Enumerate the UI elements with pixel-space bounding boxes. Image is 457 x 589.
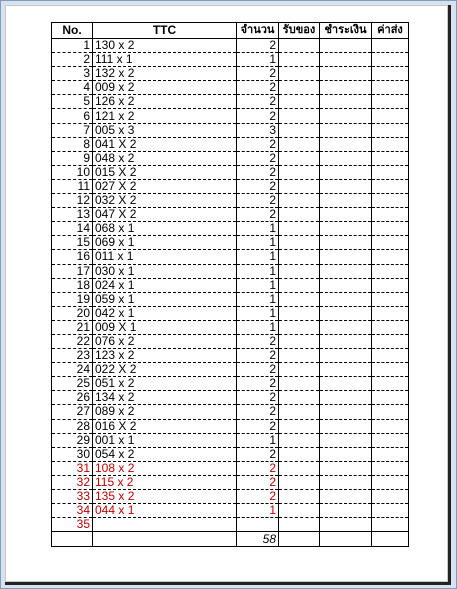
row-number: 24 <box>52 363 93 377</box>
row-quantity: 1 <box>237 292 279 306</box>
row-ttc-code: 011 x 1 <box>93 250 237 264</box>
row-received-cell <box>279 123 320 137</box>
row-received-cell <box>279 236 320 250</box>
row-ttc-code: 005 x 3 <box>93 123 237 137</box>
row-number: 5 <box>52 95 93 109</box>
table-row <box>52 320 409 334</box>
total-no-cell <box>52 532 93 547</box>
table-row <box>52 109 409 123</box>
row-paid-cell <box>320 334 372 348</box>
row-quantity: 1 <box>237 222 279 236</box>
row-number: 31 <box>52 461 93 475</box>
row-received-cell <box>279 518 320 532</box>
row-number: 30 <box>52 447 93 461</box>
row-ttc-code: 051 x 2 <box>93 377 237 391</box>
table-row <box>52 53 409 67</box>
row-number: 33 <box>52 490 93 504</box>
row-paid-cell <box>320 236 372 250</box>
table-row <box>52 39 409 53</box>
row-paid-cell <box>320 39 372 53</box>
row-paid-cell <box>320 461 372 475</box>
row-received-cell <box>279 363 320 377</box>
row-number: 3 <box>52 67 93 81</box>
row-shipping-cell <box>372 123 409 137</box>
row-shipping-cell <box>372 363 409 377</box>
table-row <box>52 306 409 320</box>
row-ttc-code: 047 X 2 <box>93 208 237 222</box>
row-quantity: 2 <box>237 109 279 123</box>
row-paid-cell <box>320 264 372 278</box>
row-paid-cell <box>320 194 372 208</box>
row-shipping-cell <box>372 504 409 518</box>
row-quantity: 2 <box>237 490 279 504</box>
table-row <box>52 179 409 193</box>
row-received-cell <box>279 377 320 391</box>
table-row <box>52 222 409 236</box>
row-quantity: 2 <box>237 461 279 475</box>
row-received-cell <box>279 419 320 433</box>
row-received-cell <box>279 306 320 320</box>
row-shipping-cell <box>372 391 409 405</box>
row-shipping-cell <box>372 53 409 67</box>
row-ttc-code: 042 x 1 <box>93 306 237 320</box>
row-quantity: 2 <box>237 165 279 179</box>
row-received-cell <box>279 179 320 193</box>
row-received-cell <box>279 349 320 363</box>
row-received-cell <box>279 109 320 123</box>
total-received-cell <box>279 532 320 547</box>
row-shipping-cell <box>372 236 409 250</box>
row-ttc-code: 076 x 2 <box>93 334 237 348</box>
row-ttc-code: 001 x 1 <box>93 433 237 447</box>
table-row <box>52 447 409 461</box>
header-quantity: จำนวน <box>237 23 279 39</box>
row-number: 1 <box>52 39 93 53</box>
row-number: 21 <box>52 320 93 334</box>
row-paid-cell <box>320 222 372 236</box>
row-shipping-cell <box>372 490 409 504</box>
row-quantity: 2 <box>237 208 279 222</box>
row-paid-cell <box>320 250 372 264</box>
row-ttc-code: 111 x 1 <box>93 53 237 67</box>
row-quantity: 2 <box>237 39 279 53</box>
row-shipping-cell <box>372 377 409 391</box>
row-quantity <box>237 518 279 532</box>
table-row <box>52 194 409 208</box>
row-paid-cell <box>320 391 372 405</box>
row-received-cell <box>279 67 320 81</box>
row-paid-cell <box>320 53 372 67</box>
row-ttc-code: 126 x 2 <box>93 95 237 109</box>
row-quantity: 2 <box>237 137 279 151</box>
row-shipping-cell <box>372 208 409 222</box>
row-number: 13 <box>52 208 93 222</box>
row-ttc-code: 044 x 1 <box>93 504 237 518</box>
row-received-cell <box>279 39 320 53</box>
table-row <box>52 165 409 179</box>
header-shipping: ค่าส่ง <box>372 23 409 39</box>
row-paid-cell <box>320 363 372 377</box>
row-received-cell <box>279 334 320 348</box>
row-paid-cell <box>320 518 372 532</box>
row-paid-cell <box>320 447 372 461</box>
row-shipping-cell <box>372 306 409 320</box>
row-shipping-cell <box>372 250 409 264</box>
row-received-cell <box>279 292 320 306</box>
row-shipping-cell <box>372 292 409 306</box>
row-number: 17 <box>52 264 93 278</box>
row-paid-cell <box>320 278 372 292</box>
row-shipping-cell <box>372 334 409 348</box>
row-ttc-code: 059 x 1 <box>93 292 237 306</box>
table-row <box>52 292 409 306</box>
row-number: 16 <box>52 250 93 264</box>
row-received-cell <box>279 320 320 334</box>
row-number: 4 <box>52 81 93 95</box>
row-ttc-code: 069 x 1 <box>93 236 237 250</box>
row-received-cell <box>279 447 320 461</box>
row-paid-cell <box>320 504 372 518</box>
row-ttc-code: 130 x 2 <box>93 39 237 53</box>
row-quantity: 2 <box>237 405 279 419</box>
row-ttc-code: 089 x 2 <box>93 405 237 419</box>
row-number: 26 <box>52 391 93 405</box>
row-number: 19 <box>52 292 93 306</box>
table-row <box>52 208 409 222</box>
row-quantity: 2 <box>237 475 279 489</box>
table-row <box>52 391 409 405</box>
total-ttc-cell <box>93 532 237 547</box>
table-body <box>52 39 409 532</box>
row-ttc-code: 134 x 2 <box>93 391 237 405</box>
row-number: 28 <box>52 419 93 433</box>
row-ttc-code: 068 x 1 <box>93 222 237 236</box>
total-shipping-cell <box>372 532 409 547</box>
row-paid-cell <box>320 306 372 320</box>
table-row <box>52 405 409 419</box>
row-quantity: 2 <box>237 419 279 433</box>
row-number: 29 <box>52 433 93 447</box>
row-received-cell <box>279 95 320 109</box>
total-row <box>52 532 409 547</box>
row-quantity: 2 <box>237 334 279 348</box>
row-paid-cell <box>320 179 372 193</box>
row-received-cell <box>279 504 320 518</box>
row-shipping-cell <box>372 320 409 334</box>
row-received-cell <box>279 405 320 419</box>
row-quantity: 3 <box>237 123 279 137</box>
order-table <box>51 22 409 547</box>
row-ttc-code: 121 x 2 <box>93 109 237 123</box>
row-number: 22 <box>52 334 93 348</box>
table-row <box>52 433 409 447</box>
row-quantity: 1 <box>237 53 279 67</box>
row-shipping-cell <box>372 405 409 419</box>
row-quantity: 2 <box>237 363 279 377</box>
row-quantity: 2 <box>237 377 279 391</box>
row-received-cell <box>279 53 320 67</box>
row-quantity: 1 <box>237 250 279 264</box>
row-shipping-cell <box>372 433 409 447</box>
row-shipping-cell <box>372 222 409 236</box>
table-row <box>52 236 409 250</box>
row-quantity: 2 <box>237 179 279 193</box>
row-ttc-code: 115 x 2 <box>93 475 237 489</box>
row-quantity: 2 <box>237 447 279 461</box>
table-row <box>52 475 409 489</box>
row-quantity: 2 <box>237 391 279 405</box>
row-shipping-cell <box>372 447 409 461</box>
row-ttc-code: 041 X 2 <box>93 137 237 151</box>
row-received-cell <box>279 194 320 208</box>
row-ttc-code: 015 X 2 <box>93 165 237 179</box>
row-number: 25 <box>52 377 93 391</box>
row-ttc-code: 009 x 2 <box>93 81 237 95</box>
row-shipping-cell <box>372 461 409 475</box>
row-shipping-cell <box>372 264 409 278</box>
row-received-cell <box>279 278 320 292</box>
row-ttc-code: 135 x 2 <box>93 490 237 504</box>
table-row <box>52 151 409 165</box>
table-row <box>52 490 409 504</box>
row-paid-cell <box>320 433 372 447</box>
row-received-cell <box>279 391 320 405</box>
row-shipping-cell <box>372 95 409 109</box>
row-received-cell <box>279 264 320 278</box>
row-shipping-cell <box>372 81 409 95</box>
table-row <box>52 250 409 264</box>
row-quantity: 1 <box>237 236 279 250</box>
row-shipping-cell <box>372 194 409 208</box>
row-shipping-cell <box>372 109 409 123</box>
row-quantity: 2 <box>237 67 279 81</box>
row-paid-cell <box>320 95 372 109</box>
row-number: 15 <box>52 236 93 250</box>
row-quantity: 2 <box>237 95 279 109</box>
row-paid-cell <box>320 165 372 179</box>
row-paid-cell <box>320 405 372 419</box>
table-row <box>52 363 409 377</box>
row-number: 23 <box>52 349 93 363</box>
row-ttc-code: 030 x 1 <box>93 264 237 278</box>
row-ttc-code <box>93 518 237 532</box>
printed-page <box>5 5 451 585</box>
table-row <box>52 349 409 363</box>
table-row <box>52 137 409 151</box>
row-received-cell <box>279 137 320 151</box>
row-number: 14 <box>52 222 93 236</box>
row-received-cell <box>279 490 320 504</box>
row-ttc-code: 054 x 2 <box>93 447 237 461</box>
row-received-cell <box>279 250 320 264</box>
row-shipping-cell <box>372 137 409 151</box>
row-paid-cell <box>320 419 372 433</box>
row-paid-cell <box>320 123 372 137</box>
row-number: 35 <box>52 518 93 532</box>
row-received-cell <box>279 208 320 222</box>
header-ttc: TTC <box>93 23 237 39</box>
row-number: 10 <box>52 165 93 179</box>
row-shipping-cell <box>372 518 409 532</box>
header-no: No. <box>52 23 93 39</box>
row-ttc-code: 048 x 2 <box>93 151 237 165</box>
row-paid-cell <box>320 320 372 334</box>
table-row <box>52 334 409 348</box>
row-paid-cell <box>320 81 372 95</box>
row-received-cell <box>279 81 320 95</box>
total-paid-cell <box>320 532 372 547</box>
table-row <box>52 95 409 109</box>
row-number: 20 <box>52 306 93 320</box>
row-paid-cell <box>320 137 372 151</box>
row-received-cell <box>279 433 320 447</box>
row-number: 6 <box>52 109 93 123</box>
table-row <box>52 461 409 475</box>
table-row <box>52 278 409 292</box>
row-received-cell <box>279 222 320 236</box>
row-ttc-code: 032 X 2 <box>93 194 237 208</box>
row-quantity: 2 <box>237 349 279 363</box>
row-paid-cell <box>320 292 372 306</box>
row-number: 32 <box>52 475 93 489</box>
row-shipping-cell <box>372 419 409 433</box>
row-paid-cell <box>320 109 372 123</box>
row-paid-cell <box>320 377 372 391</box>
header-received: รับของ <box>279 23 320 39</box>
row-paid-cell <box>320 490 372 504</box>
row-received-cell <box>279 461 320 475</box>
row-ttc-code: 027 X 2 <box>93 179 237 193</box>
row-shipping-cell <box>372 278 409 292</box>
row-ttc-code: 009 X 1 <box>93 320 237 334</box>
row-received-cell <box>279 475 320 489</box>
row-number: 9 <box>52 151 93 165</box>
table-row <box>52 123 409 137</box>
row-paid-cell <box>320 349 372 363</box>
row-number: 8 <box>52 137 93 151</box>
row-paid-cell <box>320 475 372 489</box>
row-number: 27 <box>52 405 93 419</box>
row-ttc-code: 108 x 2 <box>93 461 237 475</box>
row-quantity: 1 <box>237 320 279 334</box>
row-number: 12 <box>52 194 93 208</box>
row-received-cell <box>279 165 320 179</box>
header-paid: ชำระเงิน <box>320 23 372 39</box>
table-row <box>52 518 409 532</box>
row-quantity: 1 <box>237 433 279 447</box>
total-quantity: 58 <box>237 532 279 547</box>
table-row <box>52 377 409 391</box>
table-row <box>52 264 409 278</box>
row-quantity: 2 <box>237 194 279 208</box>
header-row <box>52 23 409 39</box>
row-quantity: 1 <box>237 306 279 320</box>
row-shipping-cell <box>372 349 409 363</box>
row-paid-cell <box>320 208 372 222</box>
table-row <box>52 81 409 95</box>
row-ttc-code: 022 X 2 <box>93 363 237 377</box>
row-shipping-cell <box>372 165 409 179</box>
row-number: 34 <box>52 504 93 518</box>
row-shipping-cell <box>372 39 409 53</box>
row-quantity: 1 <box>237 264 279 278</box>
row-quantity: 1 <box>237 278 279 292</box>
row-number: 2 <box>52 53 93 67</box>
row-ttc-code: 123 x 2 <box>93 349 237 363</box>
table-row <box>52 504 409 518</box>
row-shipping-cell <box>372 179 409 193</box>
row-shipping-cell <box>372 151 409 165</box>
row-quantity: 1 <box>237 504 279 518</box>
row-ttc-code: 132 x 2 <box>93 67 237 81</box>
row-number: 18 <box>52 278 93 292</box>
table-row <box>52 67 409 81</box>
row-received-cell <box>279 151 320 165</box>
row-ttc-code: 024 x 1 <box>93 278 237 292</box>
row-quantity: 2 <box>237 151 279 165</box>
row-number: 11 <box>52 179 93 193</box>
table-row <box>52 419 409 433</box>
row-quantity: 2 <box>237 81 279 95</box>
row-shipping-cell <box>372 475 409 489</box>
row-ttc-code: 016 X 2 <box>93 419 237 433</box>
row-number: 7 <box>52 123 93 137</box>
row-paid-cell <box>320 67 372 81</box>
row-paid-cell <box>320 151 372 165</box>
row-shipping-cell <box>372 67 409 81</box>
